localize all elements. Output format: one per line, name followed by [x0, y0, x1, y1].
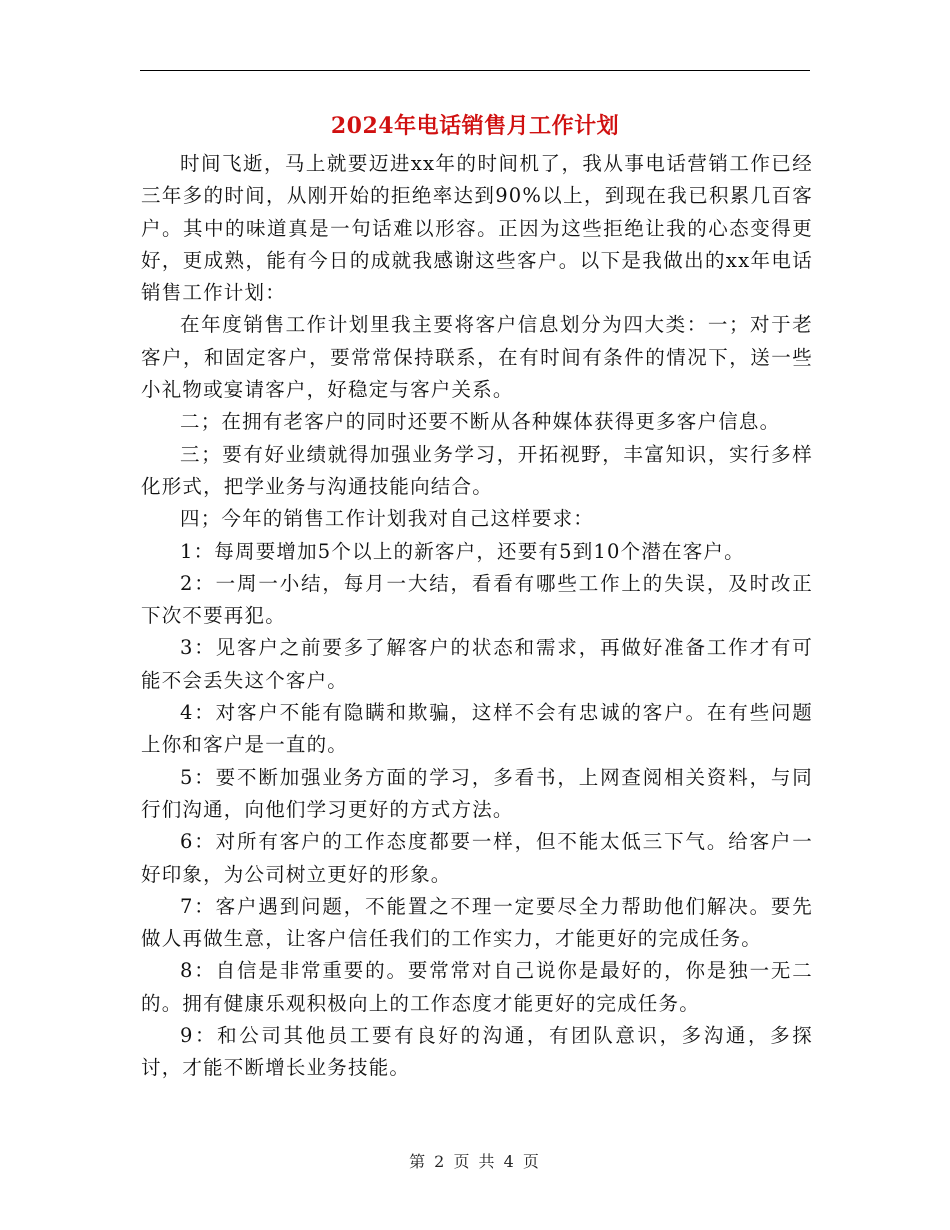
list-item-8: 8：自信是非常重要的。要常常对自己说你是最好的，你是独一无二的。拥有健康乐观积极向上的工作态度才能更好的完成任务。 — [141, 959, 813, 1015]
page-number-footer: 第 2 页 共 4 页 — [409, 1152, 541, 1171]
paragraph-intro: 时间飞逝，马上就要迈进xx年的时间机了，我从事电话营销工作已经三年多的时间，从刚开始的拒绝率达到90%以上，到现在我已积累几百客户。其中的味道真是一句话难以形容。正因为这些拒绝让我的心态变得更好，更成熟，能有今日的成就我感谢这些客户。以下是我做出的xx年电话销售工作计划： — [141, 152, 813, 305]
list-item-9: 9：和公司其他员工要有良好的沟通，有团队意识，多沟通，多探讨，才能不断增长业务技能。 — [141, 1024, 813, 1080]
document-title: 2024年电话销售月工作计划 — [330, 113, 620, 139]
list-item-1: 1：每周要增加5个以上的新客户，还要有5到10个潜在客户。 — [180, 539, 745, 563]
paragraph-categories: 在年度销售工作计划里我主要将客户信息划分为四大类：一；对于老客户，和固定客户，要常常保持联系，在有时间有条件的情况下，送一些小礼物或宴请客户，好稳定与客户关系。 — [141, 313, 813, 402]
list-item-2: 2：一周一小结，每月一大结，看看有哪些工作上的失误，及时改正下次不要再犯。 — [141, 571, 813, 628]
list-item-7: 7：客户遇到问题，不能置之不理一定要尽全力帮助他们解决。要先做人再做生意，让客户信任我们的工作实力，才能更好的完成任务。 — [141, 894, 813, 951]
list-item-4: 4：对客户不能有隐瞒和欺骗，这样不会有忠诚的客户。在有些问题上你和客户是一直的。 — [141, 701, 813, 757]
list-item-6: 6：对所有客户的工作态度都要一样，但不能太低三下气。给客户一好印象，为公司树立更好的形象。 — [141, 830, 813, 886]
list-item-5: 5：要不断加强业务方面的学习，多看书，上网查阅相关资料，与同行们沟通，向他们学习更好的方式方法。 — [141, 765, 813, 821]
list-item-3: 3：见客户之前要多了解客户的状态和需求，再做好准备工作才有可能不会丢失这个客户。 — [141, 636, 813, 692]
paragraph-category-2: 二；在拥有老客户的同时还要不断从各种媒体获得更多客户信息。 — [180, 410, 781, 434]
paragraph-category-4: 四；今年的销售工作计划我对自己这样要求： — [180, 507, 595, 531]
document-body — [141, 148, 813, 1085]
paragraph-category-3: 三；要有好业绩就得加强业务学习，开拓视野，丰富知识，实行多样化形式，把学业务与沟通技能向结合。 — [141, 442, 813, 498]
header-rule — [140, 70, 810, 71]
